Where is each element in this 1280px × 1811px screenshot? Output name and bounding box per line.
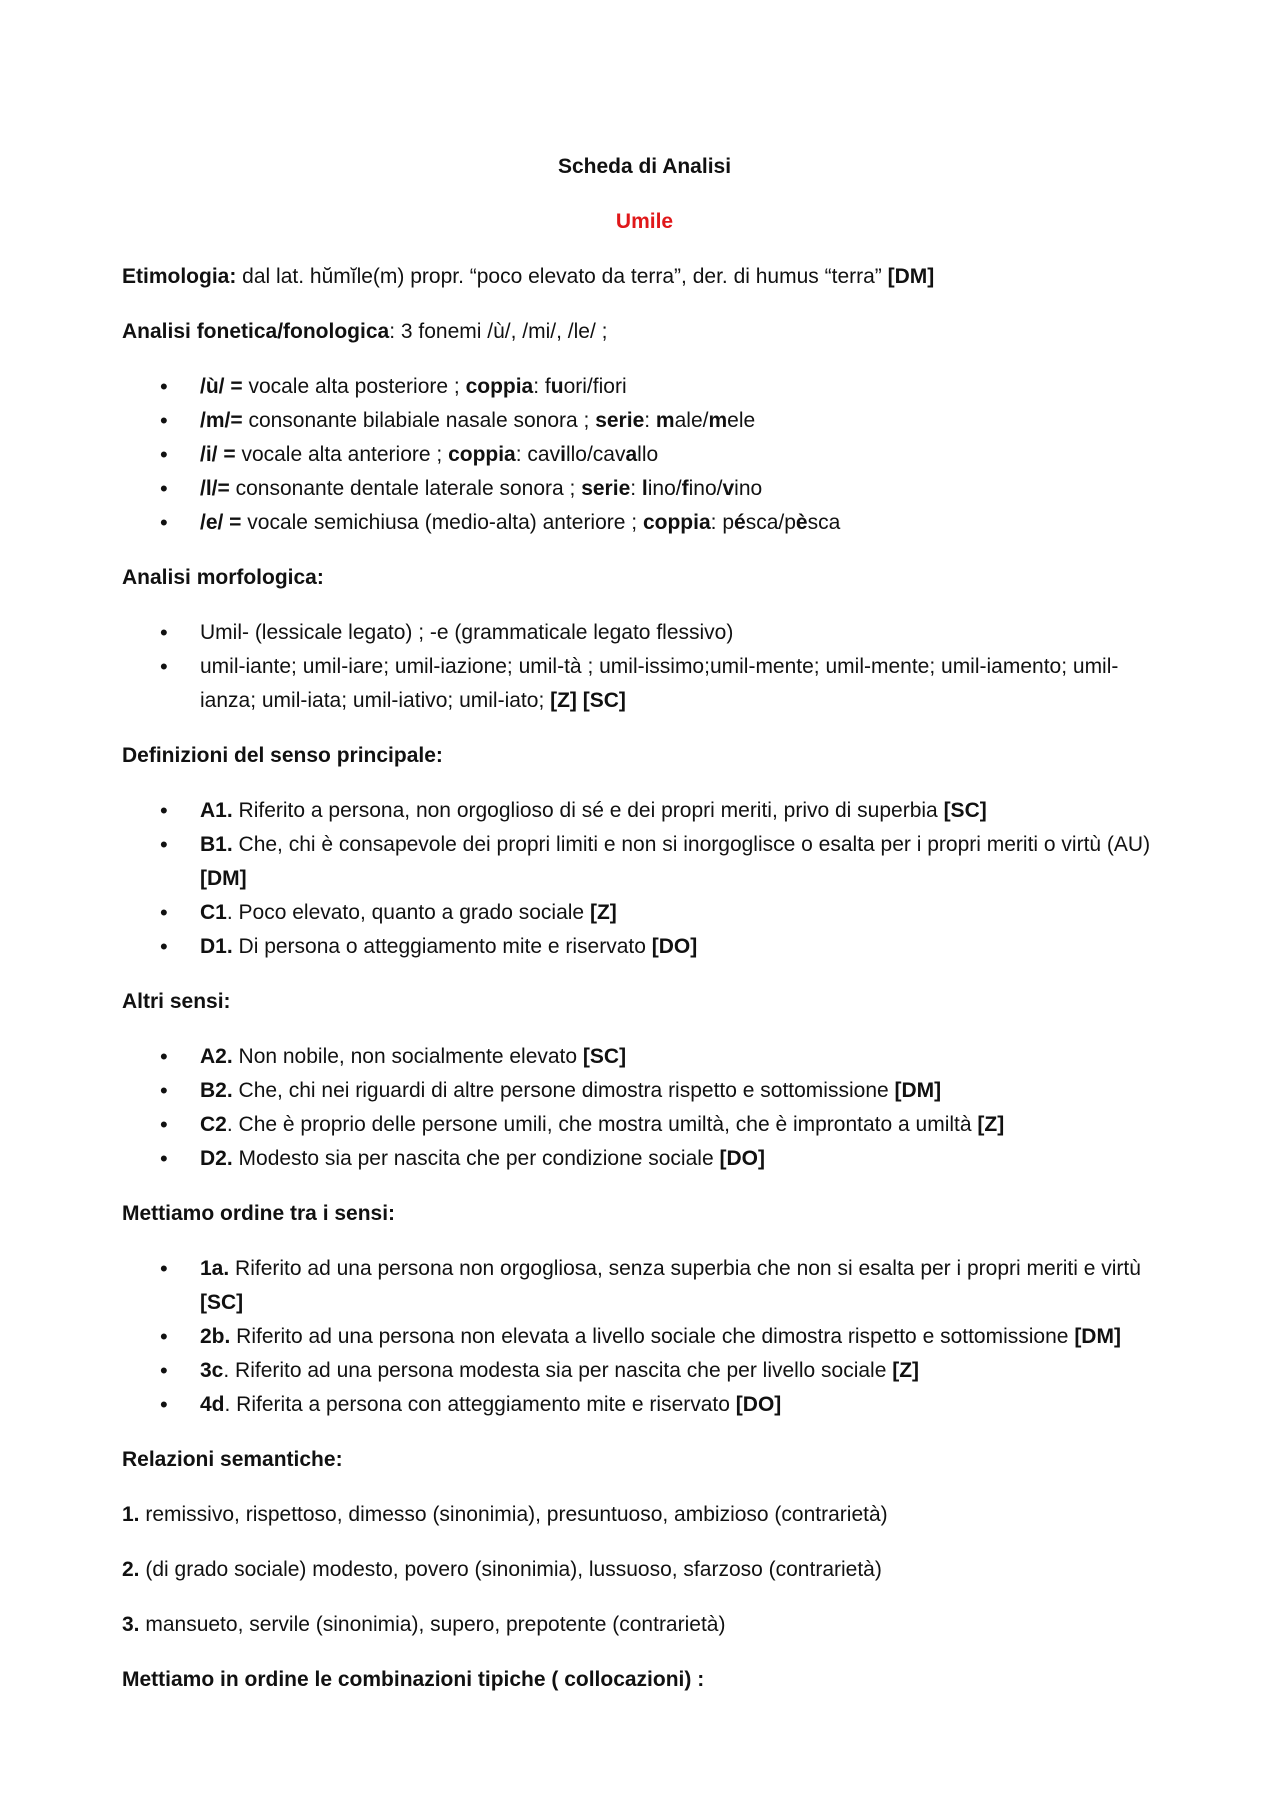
example-highlight: a <box>625 443 638 466</box>
list-item <box>122 1040 1167 1074</box>
phoneme: /e/ = <box>200 511 242 534</box>
list-item <box>122 1108 1167 1142</box>
phoneme: /l/= <box>200 477 230 500</box>
relation-text: (di grado sociale) modesto, povero (sinonimia), lussuoso, sfarzoso (contrarietà) <box>139 1558 882 1581</box>
list-item <box>122 1252 1167 1320</box>
sense-code: C2 <box>200 1113 227 1136</box>
bullet-icon: • <box>160 620 168 645</box>
example-part: : <box>630 477 642 500</box>
collocations-heading <box>122 1663 1167 1697</box>
example-part: : <box>644 409 656 432</box>
bullet-icon: • <box>160 1044 168 1069</box>
bullet-icon: • <box>160 1392 168 1417</box>
example-part: sca <box>807 511 841 534</box>
bullet-icon: • <box>160 1358 168 1383</box>
list-item <box>122 1388 1167 1422</box>
bullet-icon: • <box>160 408 168 433</box>
source-tag: [DO] <box>719 1147 765 1170</box>
sense-text: Che, chi è consapevole dei propri limiti e non si inorgoglisce o esalta per i propri meriti o virtù (AU) <box>232 833 1151 856</box>
list-item <box>122 1354 1167 1388</box>
collocations-label: Mettiamo in ordine le combinazioni tipiche ( collocazioni) : <box>122 1668 705 1691</box>
morphology-label: Analisi morfologica: <box>122 566 324 589</box>
phoneme: /m/= <box>200 409 243 432</box>
source-tag: [SC] <box>200 1291 244 1314</box>
sense-text: . Poco elevato, quanto a grado sociale <box>226 901 590 924</box>
sense-code: D1. <box>200 935 233 958</box>
relation-number: 2. <box>122 1558 140 1581</box>
sense-text: Riferito ad una persona non orgogliosa, senza superbia che non si esalta per i propri meriti e virtù <box>229 1257 1141 1280</box>
morphology-text: umil-iante; umil-iare; umil-iazione; umil-tà ; umil-issimo;umil-mente; umil-mente; umil-iamento; umil-ianza; umil-iata; umil-iativo; umil-iato; <box>200 655 1119 712</box>
relation-item <box>122 1608 1167 1642</box>
bullet-icon: • <box>160 934 168 959</box>
phoneme-kind: serie <box>595 409 645 432</box>
sense-code: B1. <box>200 833 233 856</box>
list-item <box>122 650 1167 718</box>
example-part: ori/fiori <box>563 375 627 398</box>
example-part: llo <box>637 443 659 466</box>
bullet-icon: • <box>160 654 168 679</box>
bullet-icon: • <box>160 1324 168 1349</box>
source-tag: [DM] <box>894 1079 942 1102</box>
phonetic-label: Analisi fonetica/fonologica <box>122 320 390 343</box>
other-senses-list <box>122 1040 1167 1176</box>
sense-code: 3c <box>200 1359 224 1382</box>
list-item <box>122 404 1167 438</box>
example-highlight: u <box>550 375 564 398</box>
sense-text: Che, chi nei riguardi di altre persone dimostra rispetto e sottomissione <box>232 1079 895 1102</box>
example-highlight: l <box>641 477 648 500</box>
example-highlight: é <box>734 511 746 534</box>
phoneme: /i/ = <box>200 443 236 466</box>
source-tag: [Z] <box>892 1359 920 1382</box>
example-part: llo/cav <box>565 443 626 466</box>
relations-heading <box>122 1443 1167 1477</box>
other-senses-heading <box>122 985 1167 1019</box>
example-highlight: è <box>795 511 808 534</box>
list-item <box>122 506 1167 540</box>
relation-number: 1. <box>122 1503 140 1526</box>
relation-text: mansueto, servile (sinonimia), supero, prepotente (contrarietà) <box>139 1613 726 1636</box>
order-senses-list <box>122 1252 1167 1422</box>
list-item <box>122 930 1167 964</box>
bullet-icon: • <box>160 1078 168 1103</box>
sense-code: A2. <box>200 1045 233 1068</box>
sense-code: A1. <box>200 799 233 822</box>
list-item <box>122 472 1167 506</box>
example-part: ele <box>727 409 756 432</box>
bullet-icon: • <box>160 476 168 501</box>
main-senses-heading <box>122 739 1167 773</box>
bullet-icon: • <box>160 374 168 399</box>
headword: Umile <box>615 210 674 233</box>
example-highlight: f <box>681 477 689 500</box>
etymology-label: Etimologia: <box>122 265 237 288</box>
sense-code: 4d <box>200 1393 225 1416</box>
bullet-icon: • <box>160 1256 168 1281</box>
phoneme-list <box>122 370 1167 540</box>
phonetic-text: : 3 fonemi /ù/, /mi/, /le/ ; <box>389 320 608 343</box>
phoneme-desc: consonante dentale laterale sonora ; <box>229 477 582 500</box>
phoneme-desc: vocale alta posteriore ; <box>242 375 466 398</box>
list-item <box>122 896 1167 930</box>
source-tag: [Z] <box>977 1113 1005 1136</box>
list-item <box>122 794 1167 828</box>
example-part: ale/ <box>674 409 709 432</box>
bullet-icon: • <box>160 1112 168 1137</box>
relation-number: 3. <box>122 1613 140 1636</box>
sense-code: C1 <box>200 901 227 924</box>
sense-text: . Riferita a persona con atteggiamento mite e riservato <box>224 1393 736 1416</box>
phoneme-kind: coppia <box>448 443 516 466</box>
bullet-icon: • <box>160 510 168 535</box>
source-tag: [DO] <box>735 1393 782 1416</box>
relation-item <box>122 1553 1167 1587</box>
relation-text: remissivo, rispettoso, dimesso (sinonimia), presuntuoso, ambizioso (contrarietà) <box>139 1503 888 1526</box>
phoneme-desc: consonante bilabiale nasale sonora ; <box>242 409 596 432</box>
list-item <box>122 1320 1167 1354</box>
sense-text: Modesto sia per nascita che per condizione sociale <box>232 1147 720 1170</box>
bullet-icon: • <box>160 798 168 823</box>
other-senses-label: Altri sensi: <box>122 990 231 1013</box>
example-highlight: m <box>708 409 728 432</box>
source-tag: [Z] [SC] <box>550 689 626 712</box>
etymology-source: [DM] <box>887 265 935 288</box>
example-highlight: v <box>722 477 735 500</box>
morphology-list <box>122 616 1167 718</box>
list-item <box>122 828 1167 896</box>
example-part: ino/ <box>688 477 723 500</box>
bullet-icon: • <box>160 1146 168 1171</box>
example-part: : f <box>533 375 551 398</box>
phoneme-kind: coppia <box>465 375 534 398</box>
sense-code: B2. <box>200 1079 233 1102</box>
sense-text: . Riferito ad una persona modesta sia per nascita che per livello sociale <box>223 1359 893 1382</box>
sense-text: Riferito ad una persona non elevata a livello sociale che dimostra rispetto e sottomissione <box>230 1325 1075 1348</box>
example-highlight: m <box>655 409 675 432</box>
source-tag: [DM] <box>1074 1325 1121 1348</box>
example-part: ino/ <box>647 477 682 500</box>
list-item <box>122 1142 1167 1176</box>
sense-text: Non nobile, non socialmente elevato <box>232 1045 583 1068</box>
etymology-paragraph <box>122 260 1167 294</box>
example-part: ino <box>734 477 763 500</box>
phoneme-desc: vocale semichiusa (medio-alta) anteriore ; <box>241 511 643 534</box>
phoneme-desc: vocale alta anteriore ; <box>235 443 449 466</box>
sense-code: D2. <box>200 1147 233 1170</box>
source-tag: [DM] <box>200 867 247 890</box>
bullet-icon: • <box>160 442 168 467</box>
sense-code: 2b. <box>200 1325 231 1348</box>
sense-code: 1a. <box>200 1257 230 1280</box>
example-part: sca/p <box>745 511 796 534</box>
relation-item <box>122 1498 1167 1532</box>
source-tag: [SC] <box>943 799 987 822</box>
example-part: : cav <box>515 443 561 466</box>
source-tag: [DO] <box>651 935 698 958</box>
morphology-text: Umil- (lessicale legato) ; -e (grammaticale legato flessivo) <box>200 621 734 644</box>
main-senses-list <box>122 794 1167 964</box>
relations-label: Relazioni semantiche: <box>122 1448 343 1471</box>
bullet-icon: • <box>160 832 168 857</box>
example-highlight: i <box>560 443 566 466</box>
phonetic-heading <box>122 315 1167 349</box>
list-item <box>122 438 1167 472</box>
list-item <box>122 616 1167 650</box>
sense-text: Di persona o atteggiamento mite e riservato <box>232 935 652 958</box>
bullet-icon: • <box>160 900 168 925</box>
morphology-heading <box>122 561 1167 595</box>
document-body <box>122 150 1167 1697</box>
source-tag: [Z] <box>589 901 617 924</box>
order-senses-heading <box>122 1197 1167 1231</box>
etymology-text: dal lat. hŭmĭle(m) propr. “poco elevato da terra”, der. di humus “terra” <box>236 265 888 288</box>
example-part: : p <box>710 511 735 534</box>
list-item <box>122 1074 1167 1108</box>
sense-text: . Che è proprio delle persone umili, che mostra umiltà, che è improntato a umiltà <box>226 1113 978 1136</box>
main-senses-label: Definizioni del senso principale: <box>122 744 443 767</box>
document-title: Scheda di Analisi <box>557 155 732 178</box>
list-item <box>122 370 1167 404</box>
sense-text: Riferito a persona, non orgoglioso di sé e dei propri meriti, privo di superbia <box>232 799 944 822</box>
order-senses-label: Mettiamo ordine tra i sensi: <box>122 1202 396 1225</box>
source-tag: [SC] <box>582 1045 627 1068</box>
phoneme-kind: serie <box>581 477 631 500</box>
phoneme-kind: coppia <box>642 511 711 534</box>
phoneme: /ù/ = <box>200 375 243 398</box>
